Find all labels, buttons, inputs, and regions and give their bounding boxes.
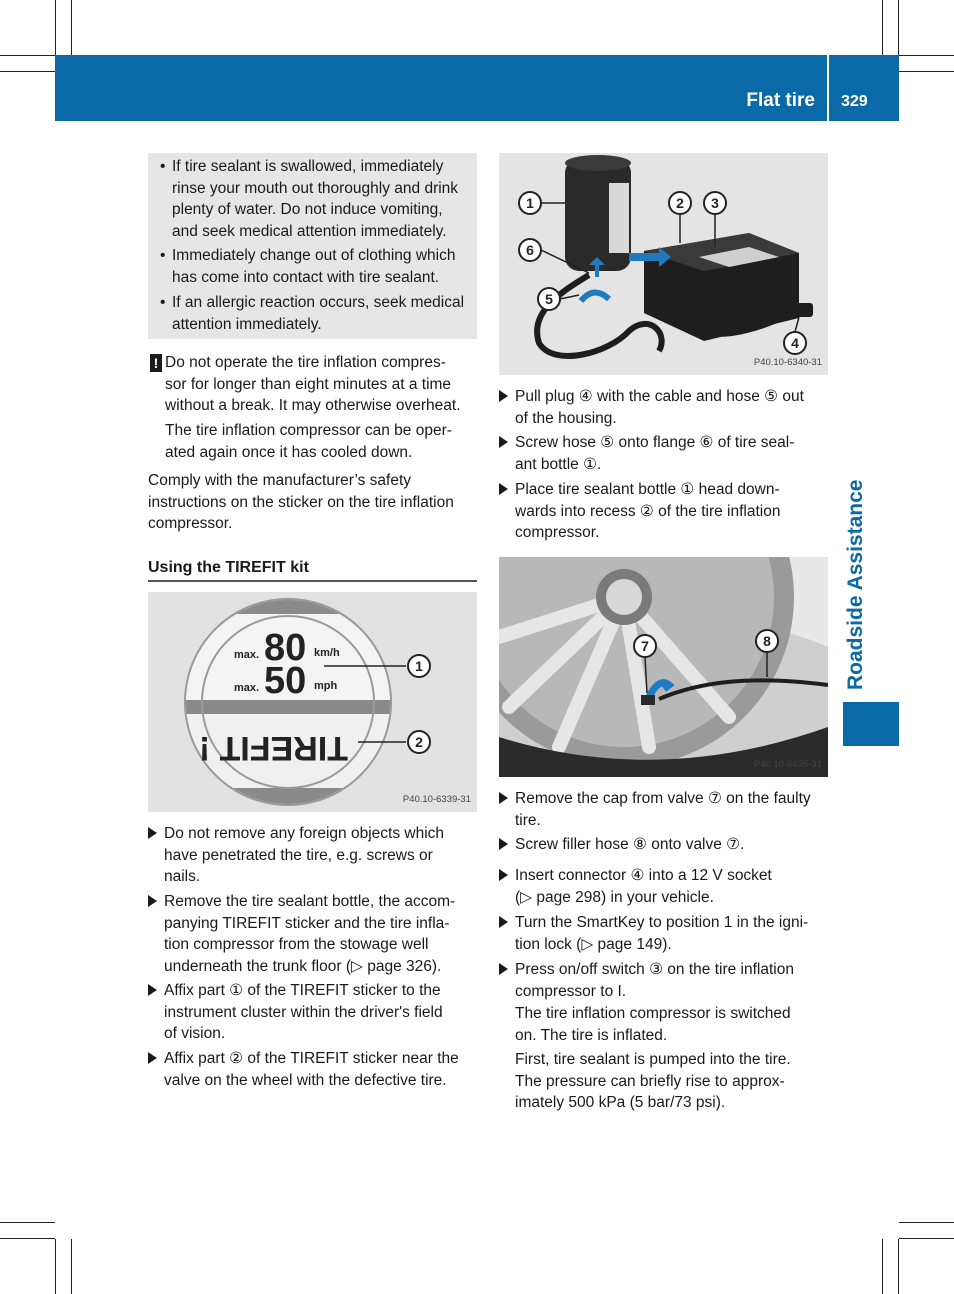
figure-code: P40.10-6339-31: [402, 794, 471, 805]
step-text: Do not remove any foreign objects which have penetrated the tire, e.g. screws or nails.: [164, 825, 445, 885]
sticker-speed-mph: 50: [264, 660, 307, 702]
section-tab-marker: [843, 702, 899, 746]
section-heading: Using the TIREFIT kit: [148, 559, 309, 576]
crop-mark: [0, 71, 55, 72]
sticker-max-label: max.: [234, 649, 260, 661]
step-arrow-icon: [499, 838, 508, 850]
bullet-text: If tire sealant is swallowed, immediately rinse your mouth out thoroughly and drink plenty of water. Do not induce vomiting, and seek medical attention immediately.: [172, 158, 459, 240]
sticker-unit-mph: mph: [314, 680, 338, 692]
sticker-speed-kmh: 80: [264, 627, 307, 669]
step-arrow-icon: [499, 436, 508, 448]
bullet-text: If an allergic reaction occurs, seek medical attention immediately.: [172, 294, 465, 333]
wheel-valve-figure: [499, 557, 828, 777]
page-title: Flat tire: [746, 90, 815, 111]
step-arrow-icon: [499, 869, 508, 881]
crop-mark: [882, 0, 883, 55]
callout-6: 6: [526, 242, 534, 258]
step-text: Affix part ② of the TIREFIT sticker near the valve on the wheel with the defective tire.: [164, 1050, 459, 1089]
bullet-icon: •: [160, 247, 166, 264]
step-arrow-icon: [499, 792, 508, 804]
figure-code: P40.10-6635-31: [753, 759, 822, 770]
figure-code: P40.10-6340-31: [753, 357, 822, 368]
section-tab-label: Roadside Assistance: [844, 479, 867, 690]
crop-mark: [899, 55, 954, 56]
step-text: Affix part ① of the TIREFIT sticker to the instrument cluster within the driver's field of vision.: [164, 982, 443, 1042]
crop-mark: [899, 1222, 954, 1223]
crop-mark: [55, 1239, 56, 1294]
header-bar: [55, 55, 899, 121]
step-arrow-icon: [499, 916, 508, 928]
step-text: Place tire sealant bottle ① head down- wards into recess ② of the tire inflation compressor.: [515, 481, 781, 541]
bullet-text: Immediately change out of clothing which has come into contact with tire sealant.: [172, 247, 456, 286]
step-text: Insert connector ④ into a 12 V socket (▷ page 298) in your vehicle.: [515, 867, 772, 906]
step-arrow-icon: [499, 963, 508, 975]
crop-mark: [899, 71, 954, 72]
callout-4: 4: [791, 335, 799, 351]
callout-2: 2: [415, 734, 423, 750]
callout-1: 1: [415, 658, 423, 674]
step-text: Screw filler hose ⑧ onto valve ⑦.: [515, 836, 745, 853]
step-arrow-icon: [499, 390, 508, 402]
step-arrow-icon: [148, 827, 157, 839]
step-text: Remove the tire sealant bottle, the accom- panying TIREFIT sticker and the tire infla- tion compressor from the stowage well underneath the trunk floor (▷ page 326).: [164, 893, 456, 975]
step-text: Pull plug ④ with the cable and hose ⑤ out of the housing.: [515, 388, 804, 427]
crop-mark: [71, 1239, 72, 1294]
step-text: Press on/off switch ③ on the tire inflation compressor to I.: [515, 961, 794, 1000]
compressor-kit-illustration: [499, 153, 828, 375]
callout-7: 7: [641, 638, 649, 654]
note-text: Do not operate the tire inflation compres- sor for longer than eight minutes at a time without a break. It may otherwise overheat.: [165, 354, 461, 414]
callout-3: 3: [711, 195, 719, 211]
crop-mark: [0, 55, 55, 56]
result-text: The tire inflation compressor is switched on. The tire is inflated.: [515, 1005, 791, 1044]
wheel-valve-illustration: [499, 557, 828, 777]
compressor-kit-figure: [499, 153, 828, 375]
callout-1: 1: [526, 195, 534, 211]
crop-mark: [0, 1222, 55, 1223]
bullet-icon: •: [160, 294, 166, 311]
sticker-unit-kmh: km/h: [314, 647, 340, 659]
crop-mark: [71, 0, 72, 55]
step-arrow-icon: [148, 1052, 157, 1064]
crop-mark: [0, 1238, 55, 1239]
comply-paragraph: Comply with the manufacturer’s safety instructions on the sticker on the tire inflation compressor.: [148, 472, 454, 532]
note-followup: The tire inflation compressor can be oper- ated again once it has cooled down.: [165, 422, 452, 461]
callout-5: 5: [545, 291, 553, 307]
caution-icon: !: [150, 354, 162, 372]
heading-rule: [148, 580, 477, 582]
crop-mark: [55, 0, 56, 55]
header-divider: [827, 55, 829, 121]
crop-mark: [882, 1239, 883, 1294]
tirefit-sticker-figure: [148, 592, 477, 812]
tirefit-sticker-illustration: [148, 592, 477, 812]
page-number: 329: [841, 93, 868, 110]
crop-mark: [899, 1238, 954, 1239]
sticker-brand-text: TIREFIT !: [198, 729, 348, 767]
final-text: First, tire sealant is pumped into the tire. The pressure can briefly rise to approx- imately 500 kPa (5 bar/73 psi).: [515, 1051, 791, 1111]
step-arrow-icon: [148, 984, 157, 996]
step-text: Remove the cap from valve ⑦ on the faulty tire.: [515, 790, 811, 829]
callout-2: 2: [676, 195, 684, 211]
step-text: Turn the SmartKey to position 1 in the igni- tion lock (▷ page 149).: [515, 914, 809, 953]
step-arrow-icon: [148, 895, 157, 907]
crop-mark: [898, 0, 899, 55]
crop-mark: [898, 1239, 899, 1294]
callout-8: 8: [763, 633, 771, 649]
bullet-icon: •: [160, 158, 166, 175]
step-text: Screw hose ⑤ onto flange ⑥ of tire seal- ant bottle ①.: [515, 434, 795, 473]
sticker-max-label-2: max.: [234, 682, 260, 694]
step-arrow-icon: [499, 483, 508, 495]
